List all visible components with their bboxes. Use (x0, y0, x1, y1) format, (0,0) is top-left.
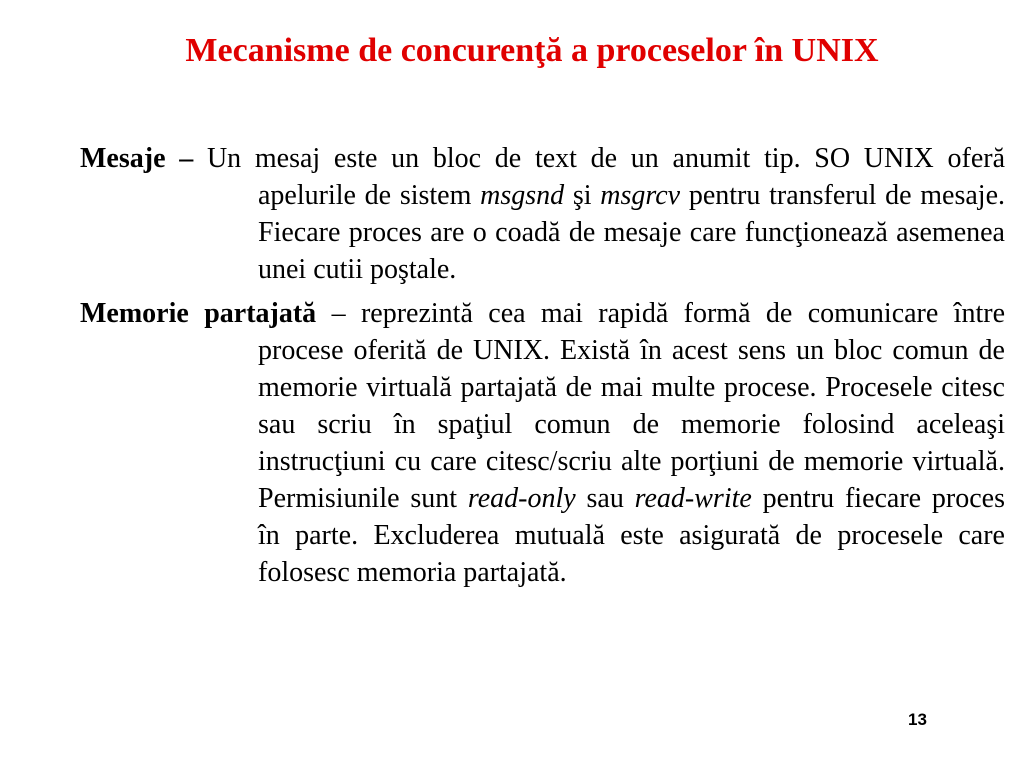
mesaje-text-1: Un mesaj este un bloc de text de un anumit tip. SO UNIX oferă apelurile de sistem (206, 143, 1006, 211)
term-mesaje (80, 143, 207, 174)
paragraph-memorie-partajata (80, 295, 1005, 591)
term-mesaje-label: Mesaje (80, 143, 166, 174)
memorie-italic-read-only: read-only (467, 483, 576, 514)
term-mesaje-dash: – (165, 143, 207, 174)
mesaje-italic-msgsnd: msgsnd (480, 180, 565, 211)
term-memorie-partajata: Memorie partajată (80, 298, 317, 329)
paragraph-mesaje (80, 140, 1005, 288)
memorie-text-3: pentru fiecare proces în parte. Excluderea mutuală este asigurată de procesele care folosesc memoria partajată. (258, 483, 1005, 588)
mesaje-text-2: şi (564, 180, 601, 211)
page-number: 13 (908, 710, 927, 729)
mesaje-italic-msgrcv: msgrcv (600, 180, 681, 211)
memorie-italic-read-write: read-write (634, 483, 752, 514)
memorie-text-2: sau (575, 483, 635, 514)
slide-body (80, 140, 1005, 591)
slide-title: Mecanisme de concurenţă a proceselor în UNIX (185, 32, 879, 69)
mesaje-text-3: pentru transferul de mesaje. Fiecare proces are o coadă de mesaje care funcţionează asemenea unei cutii poştale. (258, 180, 1005, 285)
memorie-text-1: – reprezintă cea mai rapidă formă de comunicare între procese oferită de UNIX. Există în acest sens un bloc comun de memorie virtuală partajată de mai multe procese. Procesele citesc sau scriu în spaţiul comun de memorie folosind aceleaşi instrucţiuni cu care citesc/scriu alte porţiuni de memorie virtuală. Permisiunile sunt (258, 298, 1005, 514)
